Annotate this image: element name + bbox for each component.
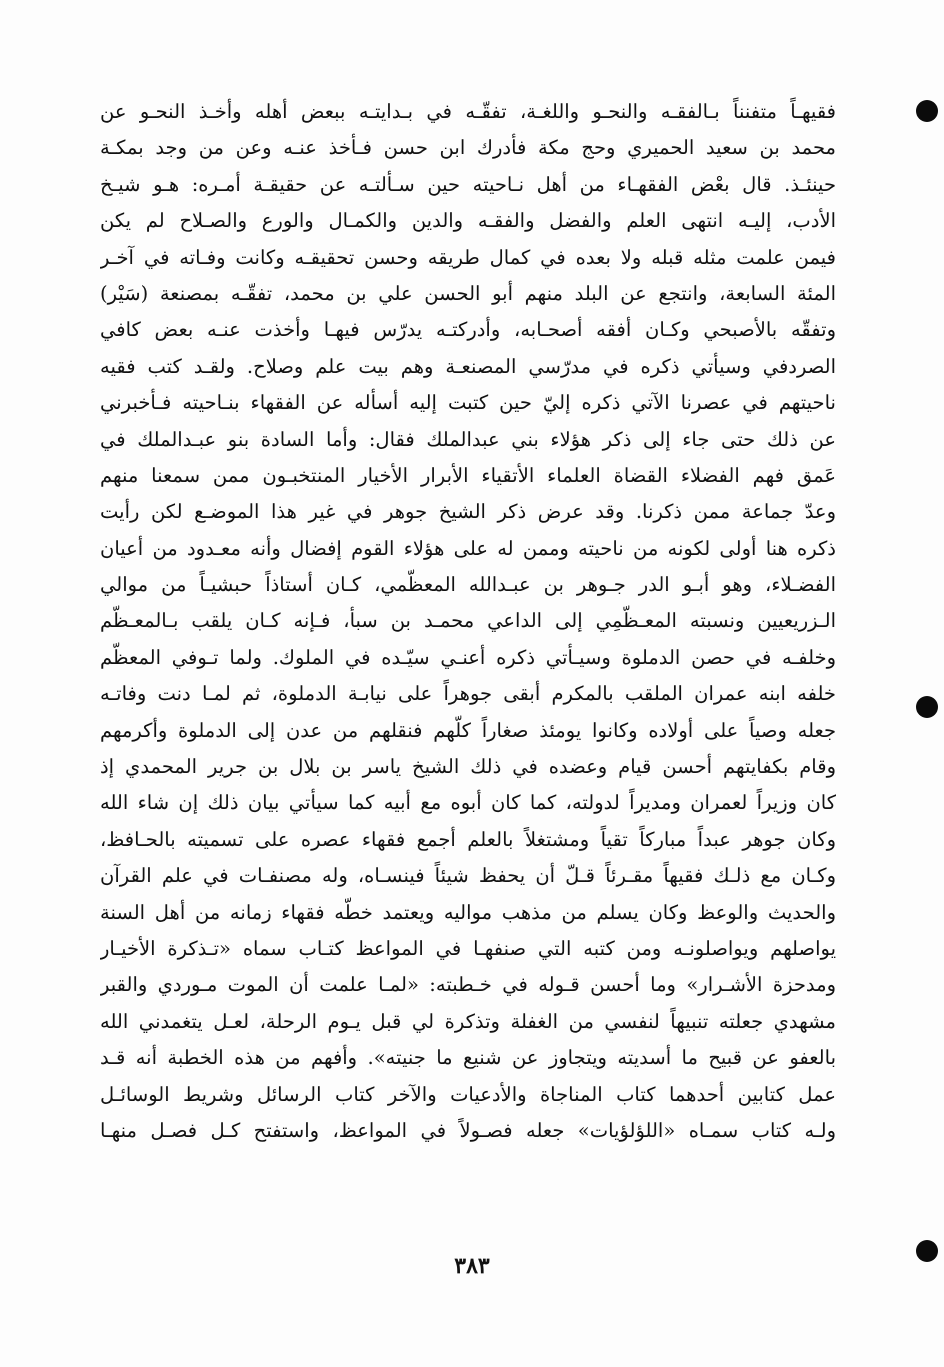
text-line: جعله وصياً على أولاده وكانوا يومئذ صغاراً كلّهم فنقلهم من عدن إلى الدملوة وأكرمهم [100,718,836,742]
body-text [100,94,836,1149]
text-line: كان وزيراً لعمران ومديراً لدولته، كما كان أبوه مع أبيه كما سيأتي بيان ذلك إن شاء الله [100,791,836,815]
binder-hole-bottom [916,1240,938,1262]
text-line: فيمن علمت مثله قبله ولا بعده في كمال طريقه وحسن تحقيقـه وكانت وفـاته في آخـر [100,245,836,269]
text-line: عن ذلك حتى جاء إلى ذكر هؤلاء بني عبدالملك فقال: وأما السادة بنو عبـدالملك في [100,427,836,451]
text-line: وعدّ جماعة ممن ذكرنا. وقد عرض ذكر الشيخ جوهر في غير هذا الموضـع لكن رأيت [100,500,836,524]
binder-hole-middle [916,696,938,718]
text-line: والحديث والوعظ وكان يسلم من مذهب مواليه ويعتمد خطّه فقهاء زمانه من أهل السنة [100,900,836,924]
text-line: الصردفي وسيأتي ذكره في مدرّسي المصنعـة وهم بيت علم وصلاح. ولقـد كتب فقيه [100,354,836,378]
text-line: الأدب، إليـه انتهى العلم والفضل والفقـه والدين والكمـال والورع والصـلاح لم يكن [100,209,836,233]
text-line: الـزريعيين ونسبته المعـظّمِي إلى الداعي محمـد بن سبأ، فـإنه كـان يلقب بـالمعـظّم [100,609,836,633]
text-line: فقيهـاً متفنناً بـالفقـه والنحـو واللغـة، تفقّـه في بـدايتـه ببعض أهله وأخـذ النحـو عن [100,100,836,123]
text-line: ناحيتهم في عصرنا الآتي ذكره إليّ حين كتبت إليه أسأله عن الفقهاء بنـاحيته فـأخبرني [100,391,836,415]
text-line: محمد بن سعيد الحميري وحج مكة فأدرك ابن حسن فـأخذ عنـه وعن من وجد بمكـة [100,136,836,160]
text-line: ولـه كتاب سمـاه «اللؤلؤيات» جعله فصـولاً في المواعظ، واستفتح كـل فصـل منهـا [100,1118,836,1142]
text-line: بالعفو عن قبيح ما أسديته ويتجاوز عن شنيع ما جنيته». وأفهم من هذه الخطبة أنه قـد [100,1046,836,1070]
text-line: وتفقّه بالأصبحي وكـان أفقه أصحـابه، وأدركتـه يدرّس فيهـا وأخذت عنـه بعض كافي [100,318,836,342]
text-line: حينئـذ. قال بعْض الفقهـاء من أهل نـاحيته حين سـألتـه عن حقيقـة أمـره: هـو شيـخ [100,172,836,196]
text-line: عَمق فهم الفضلاء القضاة العلماء الأتقياء الأبرار الأخيار المنتخبـون ممن سمعنا منهم [100,463,836,487]
text-line: الفضـلاء، وهو أبـو الدر جـوهر بن عبـدالله المعظّمي، كـان أستاذاً حبشيـاً من موالي [100,573,836,597]
binder-hole-top [916,100,938,122]
text-line: عمل كتابين أحدهما كتاب المناجاة والأدعيات والآخر كتاب الرسائل وشريط الوسائـل [100,1082,836,1106]
text-line: وكـان مع ذلـك فقيهاً مقـرئاً قـلّ أن يحفظ شيئاً فينسـاه، وله مصنفـات في علم القرآن [100,864,836,888]
text-line: ومدحزة الأشـرار» وما أحسن قـوله في خـطبته: «لمـا علمت أن الموت مـوردي والقبر [100,973,836,997]
text-line: وقام بكفايتهم أحسن قيام وعضده في ذلك الشيخ ياسر بن بلال بن جرير المحمدي إذ [100,755,836,779]
text-line: خلفه ابنه عمران الملقب بالمكرم أبقى جوهراً على نيابـة الدملوة، ثم لمـا دنت وفاتـه [100,682,836,706]
text-line: يواصلهم ويواصلونـه ومن كتبه التي صنفهـا في المواعظ كتـاب سماه «تـذكرة الأخيـار [100,936,836,960]
text-line: وكان جوهر عبداً مباركاً تقياً ومشتغلاً بالعلم أجمع فقهاء عصره على تسميته بالحـافظ، [100,827,836,851]
page-number: ٣٨٣ [454,1253,490,1279]
text-line: المئة السابعة، وانتجع عن البلد منهم أبو الحسن علي بن محمد، تفقّـه بمصنعة (سَيْر) [100,281,836,305]
text-line: ذكره هنا أولى لكونه من ناحيته وممن له على هؤلاء القوم إفضال وأنه معـدود من أعيان [100,536,836,560]
text-line: وخلفـه في حصن الدملوة وسيـأتي ذكره أعنـي سيّـده في الملوك. ولما تـوفي المعظّم [100,645,836,669]
text-line: مشهدي جعلته تنبيهاً لنفسي من الغفلة وتذكرة لي قبل يـوم الرحلة، لعـل يتغمدني الله [100,1009,836,1033]
